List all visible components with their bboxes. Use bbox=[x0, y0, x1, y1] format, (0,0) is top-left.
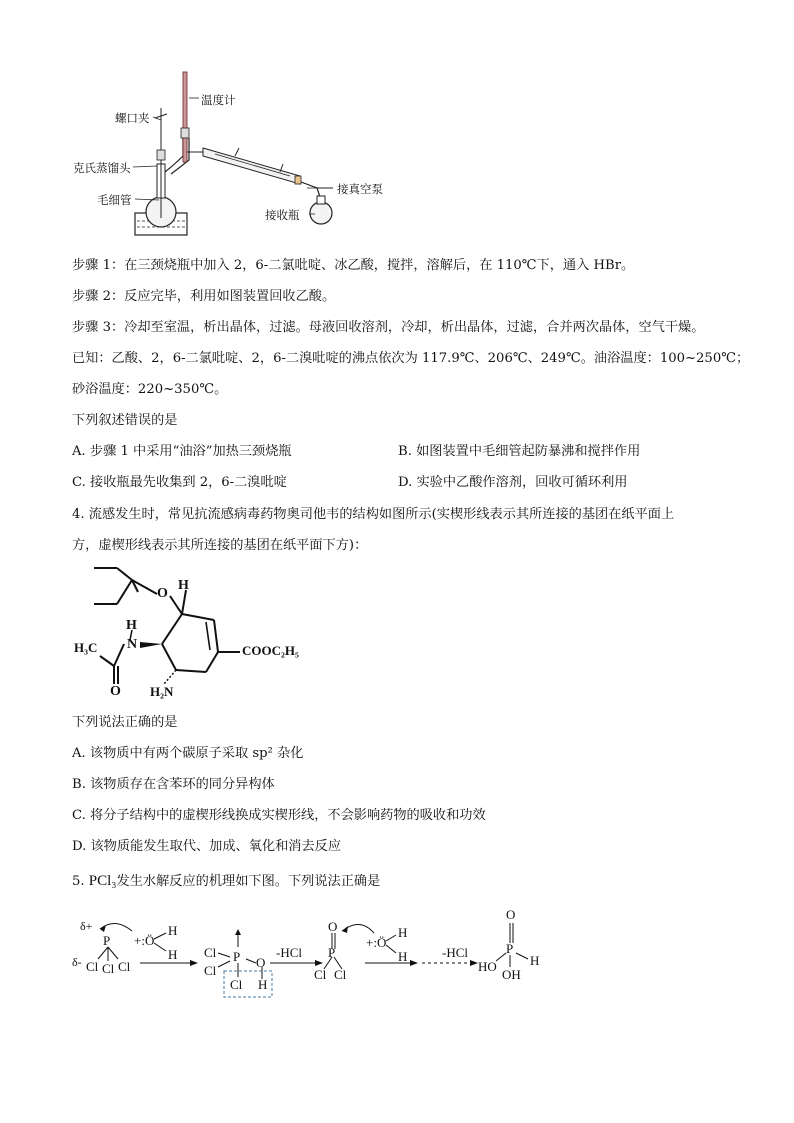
struct-n: N bbox=[127, 637, 138, 652]
mech-h-3a: H bbox=[398, 925, 408, 940]
mech-h-4: H bbox=[530, 953, 540, 968]
mech-cl-3a: Cl bbox=[314, 967, 327, 982]
mech-delta-plus: δ+ bbox=[80, 919, 93, 933]
mech-h-2: H bbox=[258, 977, 268, 992]
label-claisen-head: 克氏蒸馏头 bbox=[73, 163, 131, 175]
q3-option-c[interactable]: C. 接收瓶最先收集到 2，6-二溴吡啶 bbox=[72, 475, 287, 490]
q3-step2: 步骤 2：反应完毕，利用如图装置回收乙酸。 bbox=[72, 289, 336, 304]
q4-option-a[interactable]: A. 该物质中有两个碳原子采取 sp² 杂化 bbox=[72, 746, 304, 761]
mech-cl-3b: Cl bbox=[334, 967, 347, 982]
mech-o-2: O bbox=[256, 955, 266, 970]
q4-stem-2: 方，虚楔形线表示其所连接的基团在纸平面下方)： bbox=[72, 538, 368, 553]
mech-water-1: +:Ö bbox=[134, 933, 155, 948]
label-thermometer: 温度计 bbox=[201, 95, 236, 107]
mech-ho: HO bbox=[478, 959, 497, 974]
mech-cl-1a: Cl bbox=[86, 959, 99, 974]
mech-o-4: O bbox=[506, 907, 516, 922]
struct-h3c: H₃C bbox=[74, 640, 98, 655]
label-clamp: 螺口夹 bbox=[115, 113, 150, 125]
struct-nh2: H₂N bbox=[150, 684, 174, 699]
distillation-apparatus-drawing bbox=[75, 68, 405, 243]
q4-prompt: 下列说法正确的是 bbox=[72, 715, 178, 730]
mech-p-4: P bbox=[506, 941, 514, 956]
label-vacuum: 接真空泵 bbox=[337, 184, 383, 196]
pcl3-mechanism bbox=[70, 905, 550, 1005]
q4-option-c[interactable]: C. 将分子结构中的虚楔形线换成实楔形线，不会影响药物的吸收和功效 bbox=[72, 808, 486, 823]
mech-minus-hcl-2: -HCl bbox=[442, 945, 468, 960]
q3-prompt: 下列叙述错误的是 bbox=[72, 413, 178, 428]
label-capillary: 毛细管 bbox=[97, 195, 132, 207]
q3-option-d[interactable]: D. 实验中乙酸作溶剂，回收可循环利用 bbox=[398, 475, 628, 490]
mech-cl-1b: Cl bbox=[102, 961, 115, 976]
mech-p-3: P bbox=[328, 945, 336, 960]
mech-water-2: +:Ö bbox=[366, 935, 387, 950]
q5-stem bbox=[72, 872, 380, 891]
label-receiver: 接收瓶 bbox=[265, 210, 300, 222]
q4-stem-1: 4. 流感发生时，常见抗流感病毒药物奥司他韦的结构如图所示(实楔形线表示其所连接的基团在纸平面上 bbox=[72, 507, 675, 522]
mech-h-1b: H bbox=[168, 947, 178, 962]
mech-cl-2a: Cl bbox=[204, 945, 217, 960]
q4-option-d[interactable]: D. 该物质能发生取代、加成、氧化和消去反应 bbox=[72, 839, 342, 854]
mech-p-1: P bbox=[103, 933, 111, 948]
struct-o-ether: O bbox=[157, 586, 168, 601]
q5-stem-formula: PCl₃ bbox=[88, 873, 117, 889]
mech-oh: OH bbox=[502, 967, 521, 982]
q3-option-b[interactable]: B. 如图装置中毛细管起防暴沸和搅拌作用 bbox=[398, 444, 641, 459]
q5-stem-text: 发生水解反应的机理如下图。下列说法正确是 bbox=[116, 874, 381, 889]
q3-option-a[interactable]: A. 步骤 1 中采用“油浴”加热三颈烧瓶 bbox=[72, 444, 292, 459]
q3-known-2: 砂浴温度：220~350℃。 bbox=[72, 382, 228, 397]
mech-cl-2c: Cl bbox=[230, 977, 243, 992]
oseltamivir-structure bbox=[72, 560, 322, 710]
mech-cl-2b: Cl bbox=[204, 963, 217, 978]
q3-step1: 步骤 1：在三颈烧瓶中加入 2，6-二氯吡啶、冰乙酸，搅拌，溶解后，在 110℃下，通入 HBr。 bbox=[72, 258, 635, 273]
apparatus-figure bbox=[75, 68, 405, 243]
mech-h-3b: H bbox=[398, 949, 408, 964]
q3-step3: 步骤 3：冷却至室温，析出晶体，过滤。母液回收溶剂，冷却，析出晶体，过滤，合并两次晶体，空气干燥。 bbox=[72, 320, 705, 335]
struct-ester: COOC₂H₅ bbox=[242, 643, 299, 658]
mech-o-3: O bbox=[328, 919, 338, 934]
struct-h-n: H bbox=[126, 618, 137, 633]
mech-p-2: P bbox=[233, 949, 241, 964]
mech-h-1a: H bbox=[168, 923, 178, 938]
q3-known-1: 已知：乙酸、2，6-二氯吡啶、2，6-二溴吡啶的沸点依次为 117.9℃、206℃、249℃。油浴温度：100~250℃； bbox=[72, 351, 750, 366]
mechanism-arrows bbox=[70, 905, 550, 1005]
q4-option-b[interactable]: B. 该物质存在含苯环的同分异构体 bbox=[72, 777, 275, 792]
mech-cl-1c: Cl bbox=[118, 959, 131, 974]
mech-delta-minus: δ- bbox=[72, 955, 82, 969]
struct-o-carbonyl: O bbox=[110, 684, 121, 699]
q5-stem-number: 5. bbox=[72, 874, 89, 889]
struct-h-top: H bbox=[178, 578, 189, 593]
mech-minus-hcl-1: -HCl bbox=[276, 945, 302, 960]
